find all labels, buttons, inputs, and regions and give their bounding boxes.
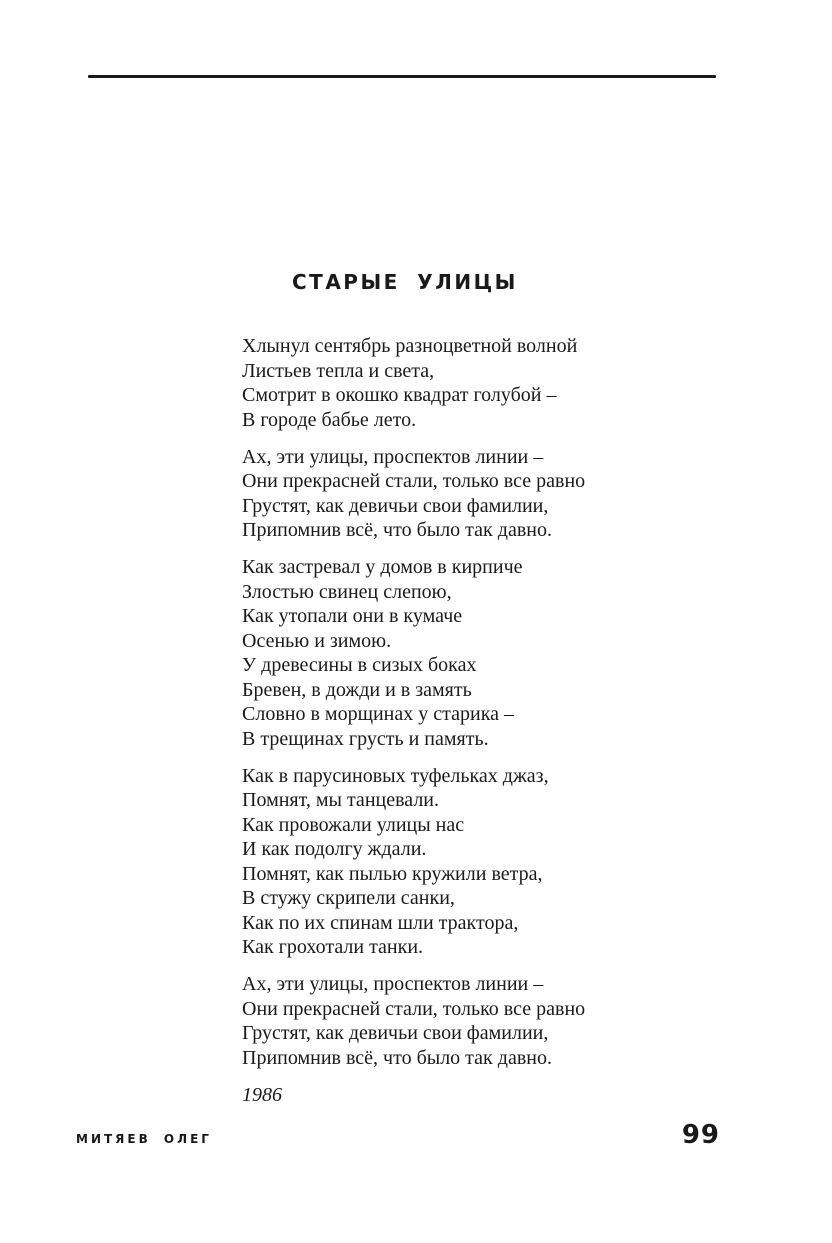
poem-line: Смотрит в окошко квадрат голубой –	[242, 384, 557, 406]
stanza-1	[242, 334, 585, 432]
poem-line: Как провожали улицы нас	[242, 813, 465, 836]
poem-line: Припомнив всё, что было так давно.	[242, 519, 552, 541]
poem-line: Они прекрасней стали, только все равно	[242, 997, 586, 1020]
poem-line: Хлынул сентябрь разноцветной волной	[242, 335, 578, 357]
poem-line: Грустят, как девичьи свои фамилии,	[242, 1022, 549, 1044]
poem-line: Как в парусиновых туфельках джаз,	[242, 764, 549, 787]
author-footer: МИТЯЕВ ОЛЕГ	[76, 1132, 212, 1146]
poem-line: В городе бабье лето.	[242, 408, 417, 431]
poem-line: В трещинах грусть и память.	[242, 727, 489, 750]
poem-line: Припомнив всё, что было так давно.	[242, 1046, 552, 1069]
poem-line: Осенью и зимою.	[242, 629, 392, 652]
stanza-4	[242, 764, 585, 960]
poem-year: 1986	[242, 1084, 282, 1106]
poem-line: Как утопали они в кумаче	[242, 605, 463, 627]
poem-line: Они прекрасней стали, только все равно	[242, 470, 586, 492]
poem-line: В стужу скрипели санки,	[242, 887, 455, 909]
stanza-3	[242, 555, 585, 751]
poem-line: Листьев тепла и света,	[242, 359, 435, 382]
poem-title: СТАРЫЕ УЛИЦЫ	[292, 270, 518, 294]
stanza-2	[242, 445, 585, 543]
poem-line: Ах, эти улицы, проспектов линии –	[242, 445, 544, 468]
poem-line: Злостью свинец слепою,	[242, 580, 452, 603]
poem-line: Ах, эти улицы, проспектов линии –	[242, 973, 544, 995]
page-number: 99	[681, 1120, 720, 1150]
poem-line: Как грохотали танки.	[242, 936, 424, 958]
poem-line: И как подолгу ждали.	[242, 838, 427, 860]
poem-line: Бревен, в дожди и в замять	[242, 678, 472, 701]
poem-line: У древесины в сизых боках	[242, 654, 477, 676]
poem-body	[242, 334, 585, 1083]
poem-line: Как застревал у домов в кирпиче	[242, 556, 523, 578]
poem-line: Помнят, как пылью кружили ветра,	[242, 862, 543, 885]
poem-line: Как по их спинам шли трактора,	[242, 911, 519, 934]
stanza-5	[242, 972, 585, 1070]
top-rule	[88, 75, 716, 78]
poem-line: Словно в морщинах у старика –	[242, 703, 514, 725]
poem-line: Грустят, как девичьи свои фамилии,	[242, 494, 549, 517]
poem-line: Помнят, мы танцевали.	[242, 789, 440, 811]
